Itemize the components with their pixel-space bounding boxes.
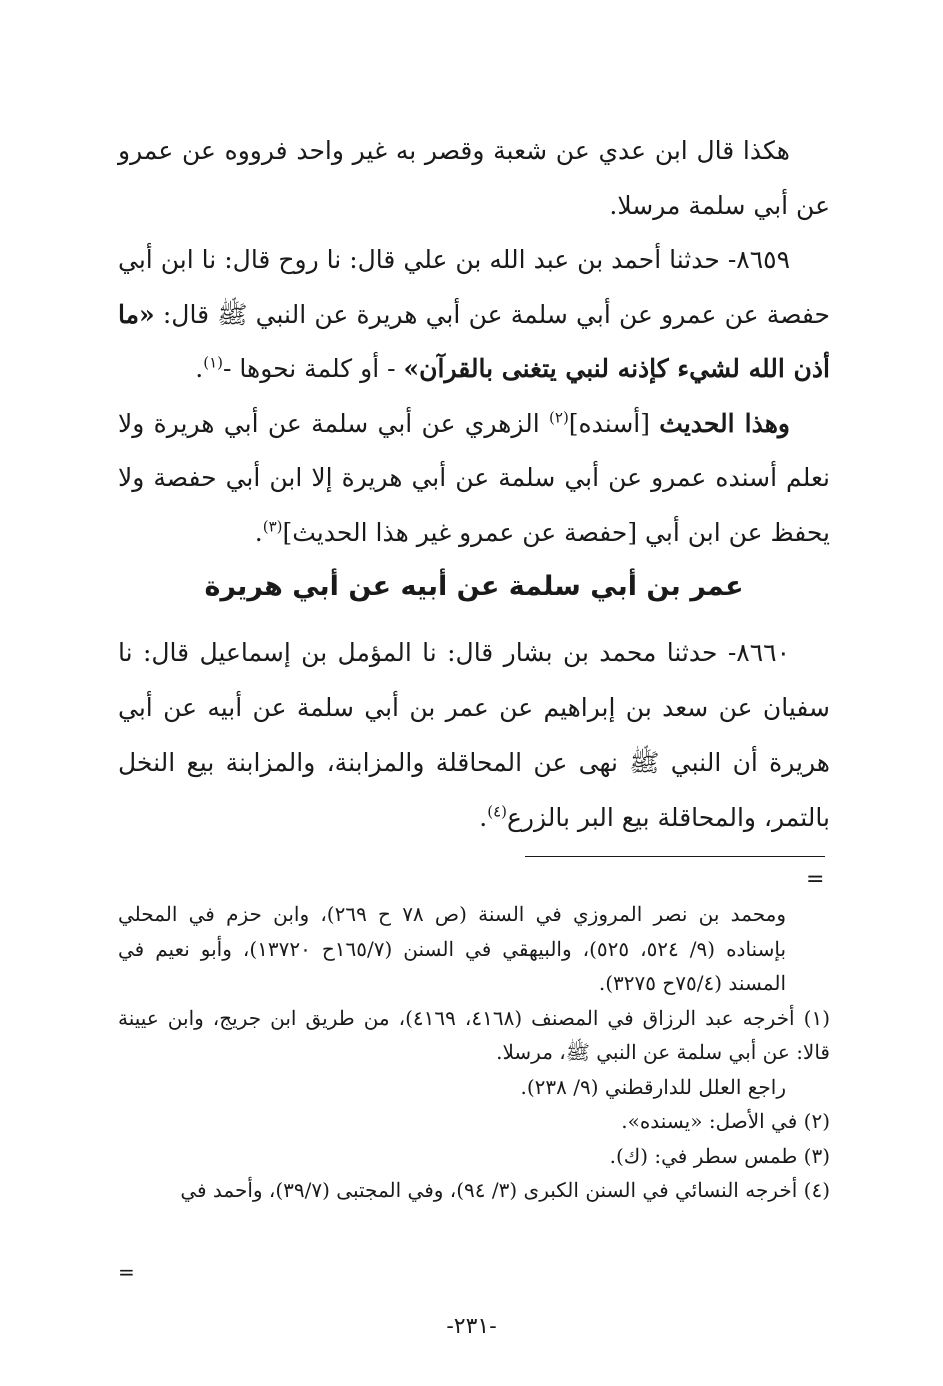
- footnote-divider: [525, 856, 825, 857]
- commentary-lead: وهذا الحديث: [659, 408, 791, 438]
- hadith-text: «ما أذن الله لشيء كإذنه لنبي يتغنى بالقرآن»: [118, 299, 830, 383]
- paragraph-hadith-8660: ٨٦٦٠- حدثنا محمد بن بشار قال: نا المؤمل بن إسماعيل قال: نا سفيان عن سعد بن إبراهيم عن عمر بن أبي سلمة عن أبيه عن أبي هريرة أن النبي ﷺ نهى عن المحاقلة والمزابنة، والمزابنة بيع النخل بالتمر، والمحاقلة بيع البر بالزرع$^{(٤)}$.: [118, 638, 830, 832]
- footnote-2: (٢) في الأصل: «يسنده».: [621, 1109, 830, 1133]
- footnote-3: (٣) طمس سطر في: (ك).: [609, 1143, 830, 1168]
- paragraph-commentary: وهذا الحديث [أسنده]$^{(٢)}$ الزهري عن أبي سلمة عن أبي هريرة ولا نعلم أسنده عمرو عن أبي سلمة عن أبي هريرة إلا ابن أبي حفصة ولا يحفظ عن ابن أبي [حفصة عن عمرو غير هذا الحديث]$^{(٣)}$.: [118, 408, 830, 547]
- footnote-ref-3: (٣): [262, 517, 283, 536]
- footnote-4: (٤) أخرجه النسائي في السنن الكبرى (٣/ ٩٤)، وفي المجتبى (٣٩/٧)، وأحمد في: [180, 1178, 830, 1202]
- footnote-1-extra: راجع العلل للدارقطني (٩/ ٢٣٨).: [520, 1074, 786, 1099]
- footnote-ref-4: (٤): [487, 802, 507, 821]
- section-heading: عمر بن أبي سلمة عن أبيه عن أبي هريرة: [204, 571, 744, 602]
- bottom-continuation-mark: =: [118, 1260, 135, 1284]
- page-number: -٢٣١-: [446, 1314, 497, 1339]
- footnote-ref-1: (١): [203, 353, 224, 372]
- footnote-ref-2: (٢): [549, 408, 569, 427]
- main-text-2: [118, 625, 830, 845]
- paragraph-1: هكذا قال ابن عدي عن شعبة وقصر به غير واحد فرووه عن عمرو عن أبي سلمة مرسلا.: [118, 136, 830, 220]
- continuation-mark: =: [806, 867, 825, 892]
- footnote-1: (١) أخرجه عبد الرزاق في المصنف (٤١٦٨، ٤١٦٩)، من طريق ابن جريج، وابن عيينة قالا: عن أبي سلمة عن النبي ﷺ، مرسلا.: [118, 1005, 831, 1064]
- footnote-continuation: ومحمد بن نصر المروزي في السنة (ص ٧٨ ح ٢٦٩)، وابن حزم في المحلي بإسناده (٩/ ٥٢٤، ٥٢٥)، والبيهقي في السنن (١٦٥/٧ح ١٣٧٢٠)، وأبو نعيم في المسند (٧٥/٤ح ٣٢٧٥).: [118, 902, 787, 995]
- footnotes: [118, 897, 830, 1208]
- main-text: [118, 124, 830, 560]
- paragraph-hadith-8659: ٨٦٥٩- حدثنا أحمد بن عبد الله بن علي قال: نا روح قال: نا ابن أبي حفصة عن عمرو عن أبي سلمة عن أبي هريرة عن النبي ﷺ قال: «ما أذن الله لشيء كإذنه لنبي يتغنى بالقرآن» - أو كلمة نحوها -$^{(١)}$.: [118, 245, 830, 383]
